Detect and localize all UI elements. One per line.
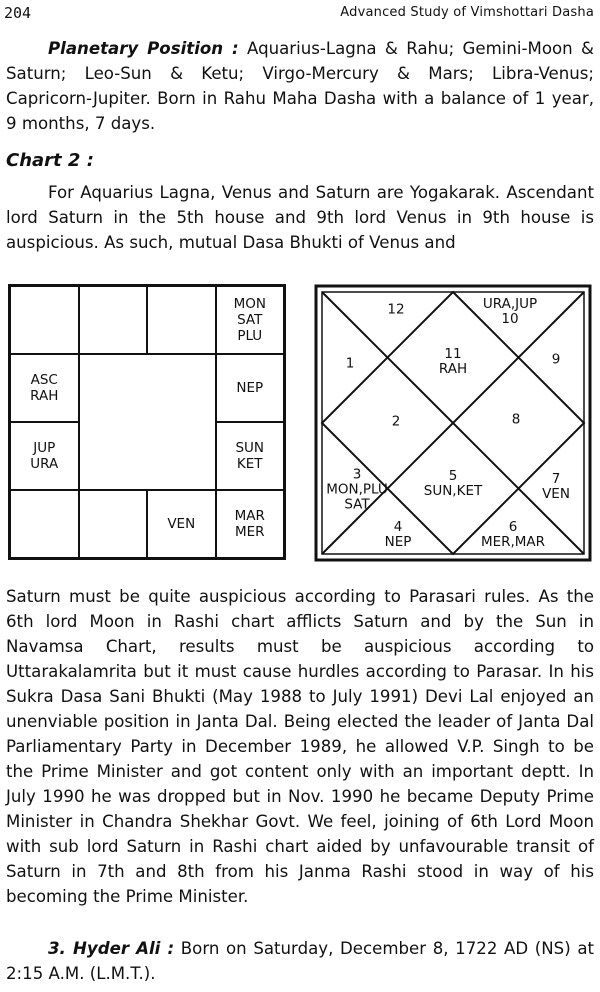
north-house-3: 3 MON,PLU SAT <box>326 466 388 513</box>
south-cell-r3c1: JUP URA <box>10 422 79 490</box>
north-house-1: 1 <box>345 355 355 372</box>
chart2-heading: Chart 2 : <box>6 150 94 171</box>
planetary-position-lead: Planetary Position : <box>48 39 239 58</box>
page-number: 204 <box>4 4 32 22</box>
south-cell-r4c3: VEN <box>147 490 216 558</box>
north-house-7: 7 VEN <box>542 471 570 502</box>
south-chart-center <box>79 354 216 490</box>
planetary-position-text: Aquarius-Lagna & Rahu; Gemini-Moon & Saturn; Leo-Sun & Ketu; Virgo-Mercury & Mars; Libra-Venus; Capricorn-Jupiter. Born in Rahu Maha Dasha with a balance of 1 year, 9 months, 7 days. <box>6 39 594 133</box>
rashi-chart-south <box>8 284 286 560</box>
south-cell-r2c4: NEP <box>216 354 285 422</box>
planetary-position-paragraph <box>6 36 594 136</box>
north-house-2: 2 <box>391 413 401 430</box>
south-cell-r1c3 <box>147 286 216 354</box>
north-house-4: 4 NEP <box>384 519 412 550</box>
north-house-9: 9 <box>551 351 561 368</box>
hyder-ali-paragraph <box>6 936 594 986</box>
chart2-paragraph: For Aquarius Lagna, Venus and Saturn are Yogakarak. Ascendant lord Saturn in the 5th house and 9th lord Venus in 9th house is auspicious. As such, mutual Dasa Bhukti of Venus and <box>6 183 594 252</box>
north-house-6: 6 MER,MAR <box>480 519 546 550</box>
south-cell-r1c1 <box>10 286 79 354</box>
south-cell-r4c4: MAR MER <box>216 490 285 558</box>
south-cell-r1c4: MON SAT PLU <box>216 286 285 354</box>
south-cell-r4c2 <box>79 490 148 558</box>
analysis-paragraph: Saturn must be quite auspicious according to Parasari rules. As the 6th lord Moon in Rashi chart afflicts Saturn and by the Sun in Navamsa Chart, results must be auspicious according to Uttarakalamrita but it must cause hurdles according to Parasar. In his Sukra Dasa Sani Bhukti (May 1988 to July 1991) Devi Lal enjoyed an unenviable position in Janta Dal. Being elected the leader of Janta Dal Parliamentary Party in December 1989, he allowed V.P. Singh to be the Prime Minister and got content only with an important deptt. In July 1990 he was dropped but in Nov. 1990 he became Deputy Prime Minister in Chandra Shekhar Govt. We feel, joining of 6th Lord Moon with sub lord Saturn in Rashi chart aided by unfavourable transit of Saturn in 7th and 8th from his Janma Rashi stood in way of his becoming the Prime Minister. <box>6 587 594 906</box>
hyder-ali-lead: 3. Hyder Ali : <box>48 939 175 958</box>
north-house-8: 8 <box>511 411 521 428</box>
north-house-5: 5 SUN,KET <box>423 468 483 499</box>
south-cell-r3c4: SUN KET <box>216 422 285 490</box>
rashi-chart-north <box>314 284 592 562</box>
north-house-12: 12 <box>387 301 405 318</box>
north-chart-lines <box>314 284 592 562</box>
north-house-11: 11 RAH <box>438 346 468 377</box>
hyder-ali-text: Born on Saturday, December 8, 1722 AD (NS) at 2:15 A.M. (L.M.T.). <box>6 939 594 983</box>
running-title: Advanced Study of Vimshottari Dasha <box>340 5 594 20</box>
south-cell-r2c1: ASC RAH <box>10 354 79 422</box>
north-house-10: URA,JUP 10 <box>482 296 538 327</box>
south-cell-r1c2 <box>79 286 148 354</box>
south-cell-r4c1 <box>10 490 79 558</box>
